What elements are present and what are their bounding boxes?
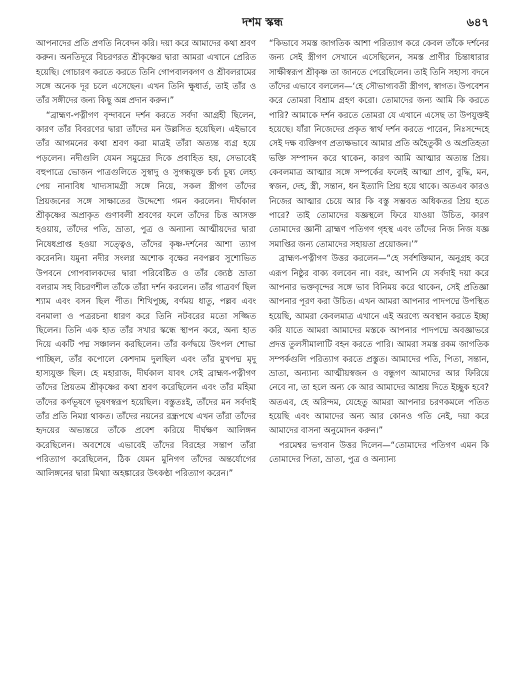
paragraph: ব্রাহ্মণ-পত্নীগণ উত্তর করলেন—“হে সর্বশক্তিমান, অনুগ্রহ করে এরূপ নিষ্ঠুর বাক্য বলবেন না। বরং, আপনি যে সর্বদাই দয়া করে আপনার ভক্তবৃন্দের সঙ্গে ভাব বিনিময় করে থাকেন, সেই প্রতিজ্ঞা আপনার পূরণ করা উচিত। এখন আমরা আপনার পাদপদ্মে উপস্থিত হয়েছি, আমরা কেবলমাত্র এখানে এই অরণ্যে অবস্থান করতে ইচ্ছা করি যাতে আমরা আমাদের মস্তকে আপনার পাদপদ্মে অবজ্ঞাভরে প্রদত্ত তুলসীমালাটি বহন করতে পারি। আমরা সমস্ত রকম জাগতিক সম্পর্কগুলি পরিত্যাগ করতে প্রস্তুত। আমাদের পতি, পিতা, সন্তান, ভ্রাতা, অন্যান্য আত্মীয়স্বজন ও বন্ধুগণ আমাদের আর ফিরিয়ে নেবে না, তা হলে অন্য কে আর আমাদের আশ্রয় দিতে ইচ্ছুক হবে? অতএব, হে অরিন্দম, যেহেতু আমরা আপনার চরণকমলে পতিত হয়েছি এবং আমাদের অন্য আর কোনও গতি নেই, দয়া করে আমাদের বাসনা অনুমোদন করুন।”: [269, 253, 489, 436]
paragraph: পরমেশ্বর ভগবান উত্তর দিলেন—“তোমাদের পতিগণ এমন কি তোমাদের পিতা, ভ্রাতা, পুত্র ও অন্যান্য: [269, 439, 489, 464]
right-column: [269, 36, 489, 481]
page-number: ৬৪৭: [466, 15, 489, 29]
page-header: [36, 12, 489, 34]
paragraph: “কিভাবে সমস্ত জাগতিক আশা পরিত্যাগ করে কেবল তাঁকে দর্শনের জন্য সেই স্ত্রীগণ সেখানে এসেছিলেন, সমস্ত প্রাণীর চিন্তাধারার সাক্ষীস্বরূপ শ্রীকৃষ্ণ তা জানতে পেরেছিলেন। তাই তিনি সহাস্য বদনে তাঁদের এভাবে বললেন—‘হে সৌভাগ্যবতী স্ত্রীগণ, স্বাগত। উপবেশন করে তোমরা বিশ্রাম গ্রহণ করো। তোমাদের জন্য আমি কি করতে পারি? আমাকে দর্শন করতে তোমরা যে এখানে এসেছ তা উপযুক্তই হয়েছে। যাঁরা নিজেদের প্রকৃত স্বার্থ দর্শন করতে পারেন, নিঃসন্দেহে সেই দক্ষ ব্যক্তিগণ প্রত্যক্ষভাবে আমার প্রতি অহৈতুকী ও অপ্রতিহতা ভক্তি সম্পাদন করে থাকেন, কারণ আমি আত্মার অত্যন্ত প্রিয়। কেবলমাত্র আত্মার সঙ্গে সম্পর্কের ফলেই আত্মা প্রাণ, বুদ্ধি, মন, স্বজন, দেহ, স্ত্রী, সন্তান, ধন ইত্যাদি প্রিয় হয়ে থাকে। অতএব কারও নিজের আত্মার চেয়ে আর কি বস্তু সম্ভবত অধিকতর প্রিয় হতে পারে? তাই তোমাদের যজ্ঞস্থলে ফিরে যাওয়া উচিত, কারণ তোমাদের জ্ঞানী ব্রাহ্মণ পতিগণ গৃহস্থ এবং তাঁদের নিজ নিজ যজ্ঞ সমাপ্তির জন্য তোমাদের সহায়তা প্রয়োজন।’”: [269, 38, 489, 249]
running-head: দশম স্কন্ধ: [242, 15, 283, 29]
left-column: [36, 36, 256, 481]
paragraph: আপনাদের প্রতি প্রণতি নিবেদন করি। দয়া করে আমাদের কথা শ্রবণ করুন। অনতিদূরে বিচরণরত শ্রীকৃষ্ণের দ্বারা আমরা এখানে প্রেরিত হয়েছি। গোচারণ করতে করতে তিনি গোপবালকগণ ও শ্রীবলরামের সঙ্গে অনেক দূর চলে এসেছেন। এখন তিনি ক্ষুধার্ত, তাই তাঁর ও তাঁর সঙ্গীদের জন্য কিছু অন্ন প্রদান করুন।”: [36, 38, 256, 106]
text-columns: [36, 36, 489, 481]
paragraph: “ব্রাহ্মণ-পত্নীগণ বৃন্দাবনে দর্শন করতে সর্বদা আগ্রহী ছিলেন, কারণ তাঁর বিবরণের দ্বারা তাঁদের মন উল্লসিত হয়েছিল। এইভাবে তাঁর আগমনের কথা শ্রবণ করা মাত্রই তাঁরা অত্যন্ত ব্যগ্র হয়ে পড়লেন। নদীগুলি যেমন সমুদ্রের দিকে প্রবাহিত হয়, সেভাবেই বহুপাত্রে ভোজন পাত্রগুলিতে সুস্বাদু ও সুগন্ধযুক্ত চর্ব্য চূষ্য লেহ্য পেয় নানাবিধ খাদ্যসামগ্রী সঙ্গে নিয়ে, সকল স্ত্রীগণ তাঁদের প্রিয়জনের সঙ্গে সাক্ষাতের উদ্দেশ্যে গমন করলেন। দীর্ঘকাল শ্রীকৃষ্ণের অপ্রাকৃত গুণাবলী শ্রবণের ফলে তাঁদের চিত্ত আসক্ত হওয়ায়, তাঁদের পতি, ভ্রাতা, পুত্র ও অন্যান্য আত্মীয়দের দ্বারা নিষেধপ্রাপ্ত হওয়া সত্ত্বেও, তাঁদের কৃষ্ণ-দর্শনের আশা ত্যাগ করেননি। যমুনা নদীর সংলগ্ন অশোক বৃক্ষের নবপল্লব সুশোভিত উপবনে গোপবালকদের দ্বারা পরিবেষ্টিত ও তাঁর জ্যেষ্ঠ ভ্রাতা বলরাম সহ বিচরণশীল তাঁকে তাঁরা দর্শন করলেন। তাঁর গাত্রবর্ণ ছিল শ্যাম এবং বসন ছিল পীত। শিখিপুচ্ছ, বর্ণময় ধাতু, পল্লব এবং বনমালা ও পত্ররচনা ধারণ করে তিনি নটবরের মতো সজ্জিত ছিলেন। তিনি এক হাত তাঁর সখার স্কন্ধে স্থাপন করে, অন্য হাত দিয়ে একটি পদ্ম সঞ্চালন করছিলেন। তাঁর কর্ণদ্বয়ে উৎপল শোভা পাচ্ছিল, তাঁর কপোলে কেশদাম দুলছিল এবং তাঁর মুখপদ্ম মৃদু হাস্যযুক্ত ছিল। হে মহারাজ, দীর্ঘকাল যাবৎ সেই ব্রাহ্মণ-পত্নীগণ তাঁদের প্রিয়তম শ্রীকৃষ্ণের কথা শ্রবণ করেছিলেন এবং তাঁর মহিমা তাঁদের কর্ণভূষণে ভূষণস্বরূপ হয়েছিল। বস্তুতঃই, তাঁদের মন সর্বদাই তাঁর প্রতি নিমগ্ন থাকত। তাঁদের নয়নের রন্ধ্রপথে এখন তাঁরা তাঁদের হৃদয়ের অভ্যন্তরে তাঁকে প্রবেশ করিয়ে দীর্ঘক্ষণ আলিঙ্গন করেছিলেন। অবশেষে এভাবেই তাঁদের বিরহের সন্তাপ তাঁরা পরিত্যাগ করেছিলেন, ঠিক যেমন মুনিগণ তাঁদের অন্তর্যোগের আলিঙ্গনের দ্বারা মিথ্যা অহঙ্কারের উৎকণ্ঠা পরিত্যাগ করেন।”: [36, 109, 256, 479]
